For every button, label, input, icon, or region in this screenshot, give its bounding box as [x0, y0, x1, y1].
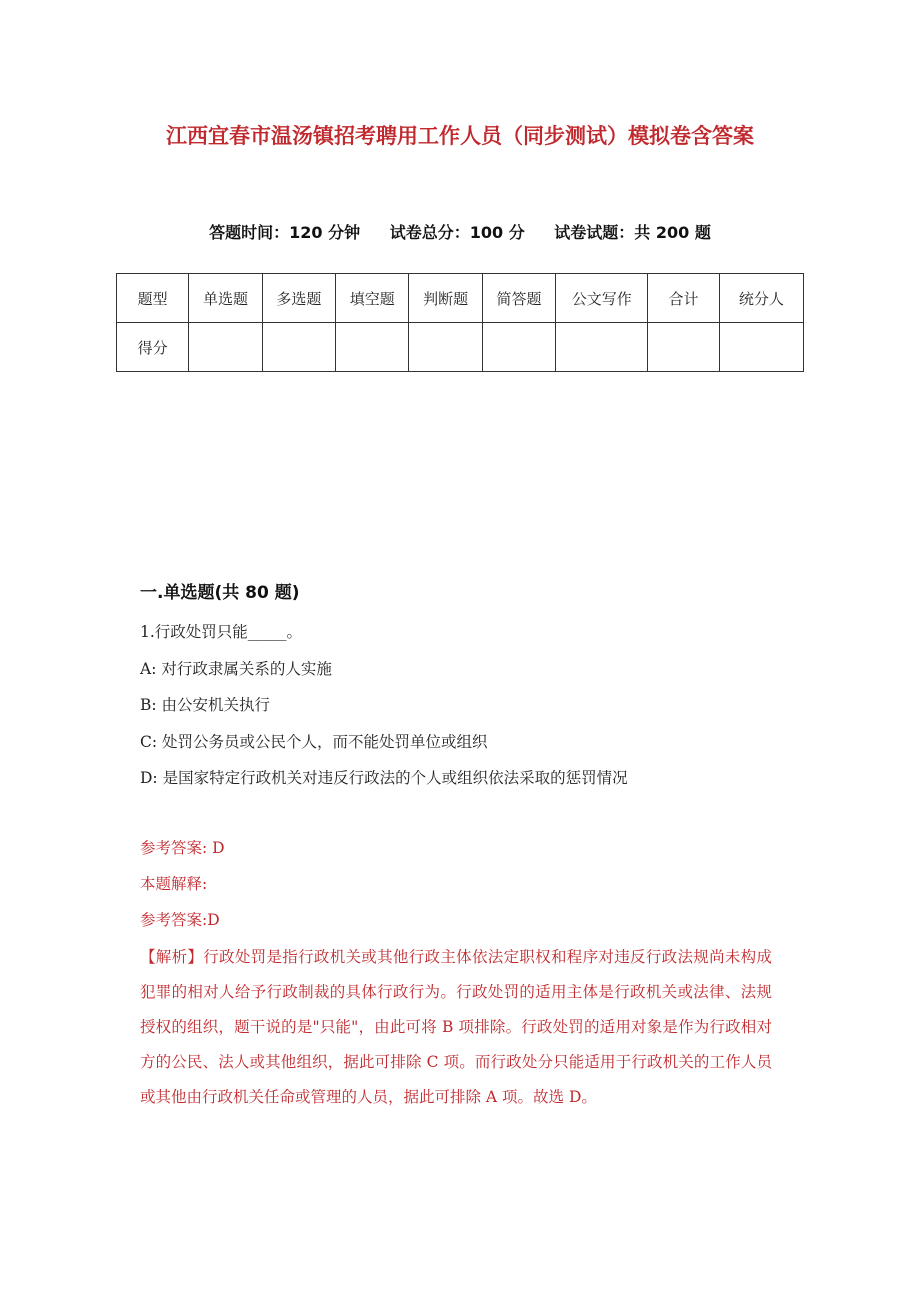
answer-block: [140, 836, 780, 944]
exam-time: 答题时间：120 分钟: [209, 223, 361, 242]
score-cell[interactable]: [719, 323, 803, 372]
score-header-cell: 合计: [648, 274, 719, 323]
score-header-cell: 单选题: [189, 274, 262, 323]
score-row-label: 得分: [117, 323, 189, 372]
score-cell[interactable]: [336, 323, 409, 372]
score-header-cell: 多选题: [262, 274, 335, 323]
explanation-label: 本题解释:: [140, 875, 208, 893]
score-header-cell: 判断题: [409, 274, 482, 323]
score-cell[interactable]: [189, 323, 262, 372]
question-block: [140, 620, 780, 803]
option-c: C: 处罚公务员或公民个人，而不能处罚单位或组织: [140, 732, 488, 751]
option-a: A: 对行政隶属关系的人实施: [140, 659, 332, 678]
score-table-score-row: [117, 323, 804, 372]
score-header-cell: 题型: [117, 274, 189, 323]
option-b: B: 由公安机关执行: [140, 696, 271, 714]
reference-answer-repeat: 参考答案:D: [140, 911, 220, 929]
score-cell[interactable]: [556, 323, 648, 372]
score-table-header-row: [117, 274, 804, 323]
score-cell[interactable]: [409, 323, 482, 372]
score-table: [116, 273, 804, 372]
option-d: D: 是国家特定行政机关对违反行政法的个人或组织依法采取的惩罚情况: [140, 769, 628, 787]
exam-meta: [0, 220, 920, 243]
section-title: 一.单选题(共 80 题): [140, 583, 300, 603]
question-stem: 1.行政处罚只能_____。: [140, 623, 303, 641]
score-cell[interactable]: [482, 323, 555, 372]
explanation-text: 【解析】行政处罚是指行政机关或其他行政主体依法定职权和程序对违反行政法规尚未构成犯罪的相对人给予行政制裁的具体行政行为。行政处罚的适用主体是行政机关或法律、法规授权的组织，题干说的是"只能"，由此可将 B 项排除。行政处罚的适用对象是作为行政相对方的公民、法人或其他组织，据此可排除 C 项。而行政处分只能适用于行政机关的工作人员或其他由行政机关任命或管理的人员，据此可排除 A 项。故选 D。: [140, 948, 772, 1106]
score-cell[interactable]: [262, 323, 335, 372]
score-cell[interactable]: [648, 323, 719, 372]
score-header-cell: 简答题: [482, 274, 555, 323]
reference-answer: 参考答案: D: [140, 839, 225, 857]
exam-total-score: 试卷总分：100 分: [389, 223, 525, 242]
score-header-cell: 公文写作: [556, 274, 648, 323]
score-header-cell: 填空题: [336, 274, 409, 323]
exam-question-count: 试卷试题：共 200 题: [554, 223, 711, 242]
score-header-cell: 统分人: [719, 274, 803, 323]
document-title: 江西宜春市温汤镇招考聘用工作人员（同步测试）模拟卷含答案: [166, 124, 754, 148]
